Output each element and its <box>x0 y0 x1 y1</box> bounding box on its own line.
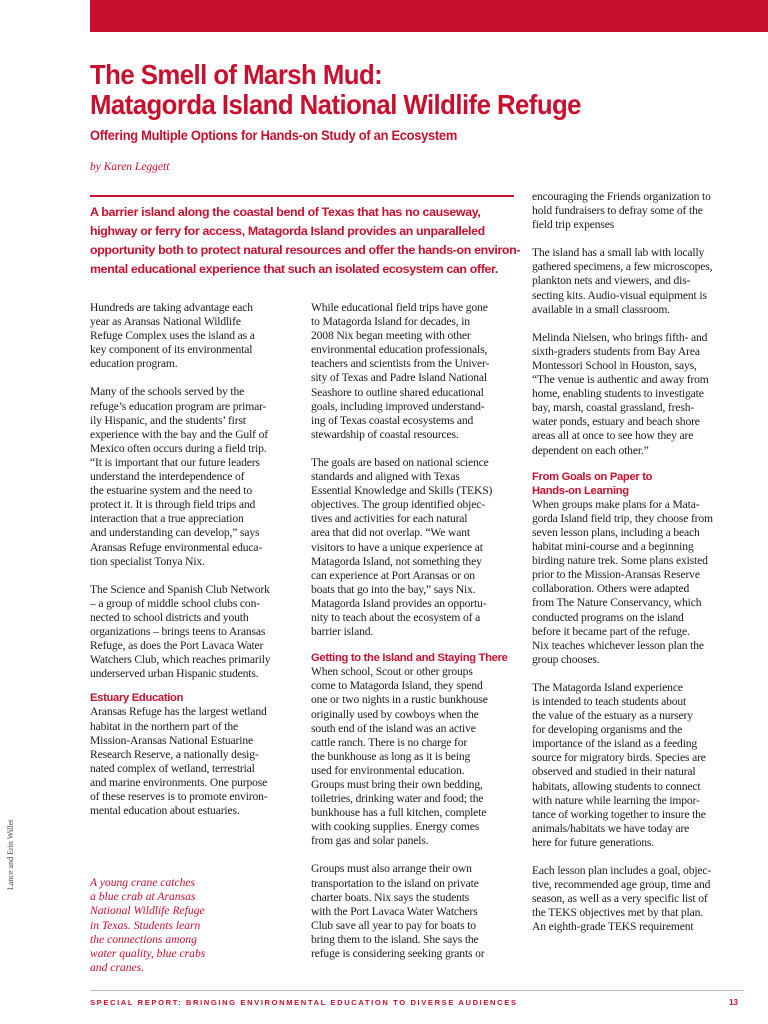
text-line: ing of Texas coastal ecosystems and <box>311 413 474 427</box>
text-line: National Wildlife Refuge <box>90 904 205 918</box>
paragraph <box>532 681 744 850</box>
text-line: When groups make plans for a Mata- <box>532 497 700 511</box>
paragraph <box>90 385 300 568</box>
text-line: Melinda Nielsen, who brings fifth- and <box>532 330 708 344</box>
text-line: water ponds, estuary and beach shore <box>532 415 700 429</box>
text-line: A young crane catches <box>90 876 196 889</box>
text-line: Aransas Refuge has the largest wetland <box>90 705 267 719</box>
text-line: interaction that a true appreciation <box>90 512 244 526</box>
text-line: Seashore to outline shared educational <box>311 385 484 399</box>
text-line: Hands-on Learning <box>532 484 629 497</box>
text-line: year as Aransas National Wildlife <box>90 315 241 329</box>
text-line: in Texas. Students learn <box>90 918 201 932</box>
text-line: and marine environments. One purpose <box>90 775 268 789</box>
text-line: Matagorda Island provides an opportu- <box>311 596 487 610</box>
text-line: group chooses. <box>532 652 600 666</box>
text-line: gathered specimens, a few microscopes, <box>532 260 713 274</box>
text-line: visitors to have a unique experience at <box>311 540 483 554</box>
text-line: Club save all year to pay for boats to <box>311 918 476 932</box>
text-line: Hundreds are taking advantage each <box>90 301 253 314</box>
text-line: animals/habitats we have today are <box>532 821 690 835</box>
text-line: water quality, blue crabs <box>90 947 206 961</box>
lead-divider <box>90 195 514 197</box>
column-2 <box>311 301 511 975</box>
text-line: birding nature trek. Some plans existed <box>532 554 708 568</box>
text-line: boats that go into the bay,” says Nix. <box>311 582 476 596</box>
text-line: with the Port Lavaca Water Watchers <box>311 904 478 918</box>
text-line: seven lesson plans, including a beach <box>532 525 700 539</box>
text-line: tion specialist Tonya Nix. <box>90 554 205 568</box>
text-line: and understanding can develop,” says <box>90 526 260 540</box>
text-line: here for future generations. <box>532 835 654 849</box>
photo-credit: Lance and Erin Willet <box>6 819 15 890</box>
text-line: barrier island. <box>311 625 374 639</box>
text-line: from The Nature Conservancy, which <box>532 596 702 610</box>
text-line: habitat mini-course and a beginning <box>532 540 694 554</box>
text-line: goals, including improved understand- <box>311 399 485 413</box>
paragraph <box>311 456 511 639</box>
lead-paragraph <box>90 203 521 279</box>
text-line: A barrier island along the coastal bend of Texas that has no causeway, <box>90 205 481 219</box>
text-line: standards and aligned with Texas <box>311 470 460 484</box>
text-line: of these reserves is to promote environ- <box>90 790 268 803</box>
text-line: Mission-Aransas National Estuarine <box>90 733 253 747</box>
text-line: 2008 Nix began meeting with other <box>311 329 471 343</box>
text-line: source for migratory birds. Species are <box>532 751 706 765</box>
text-line: secting kits. Audio-visual equipment is <box>532 288 707 302</box>
text-line: dependent on each other.” <box>532 443 649 457</box>
text-line: “It is important that our future leaders <box>90 455 260 469</box>
text-line: season, as well as a very specific list of <box>532 892 708 906</box>
text-line: observed and studied in their natural <box>532 765 696 779</box>
text-line: understand the interdependence of <box>90 470 245 484</box>
text-line: ily Hispanic, and the students’ first <box>90 413 246 427</box>
text-line: originally used by cowboys when the <box>311 707 479 721</box>
text-line: An eighth-grade TEKS requirement <box>532 920 694 934</box>
paragraph <box>532 864 744 934</box>
text-line: with nature while learning the impor- <box>532 793 700 807</box>
text-line: habitats, allowing students to connect <box>532 779 701 793</box>
column-3 <box>532 190 744 949</box>
text-line: nected to school districts and youth <box>90 610 249 624</box>
paragraph <box>311 301 511 442</box>
text-line: used for environmental education. <box>311 763 465 777</box>
text-line: come to Matagorda Island, they spend <box>311 679 483 693</box>
text-line: area that did not overlap. “We want <box>311 526 470 540</box>
text-line: hold fundraisers to defray some of the <box>532 204 703 218</box>
text-line: opportunity both to protect natural resources and offer the hands-on environ- <box>90 243 521 257</box>
text-line: collaboration. Others were adapted <box>532 582 690 596</box>
text-line: Many of the schools served by the <box>90 385 245 399</box>
paragraph <box>532 246 744 316</box>
text-line: Montessori School in Houston, says, <box>532 358 697 372</box>
text-line: field trip expenses <box>532 218 615 232</box>
text-line: plankton nets and viewers, and dis- <box>532 274 691 288</box>
text-line: organizations – brings teens to Aransas <box>90 624 266 638</box>
text-line: and cranes. <box>90 961 145 975</box>
paragraph <box>90 583 300 682</box>
text-line: The island has a small lab with locally <box>532 246 705 260</box>
text-line: sity of Texas and Padre Island National <box>311 371 488 385</box>
text-line: tive, recommended age group, time and <box>532 878 711 892</box>
text-line: prior to the Mission-Aransas Reserve <box>532 568 700 582</box>
article-title <box>90 60 697 120</box>
text-line: The goals are based on national science <box>311 455 489 469</box>
text-line: Mexico often occurs during a field trip. <box>90 441 267 455</box>
text-line: tives and activities for each natural <box>311 512 468 526</box>
text-line: home, enabling students to investigate <box>532 387 704 401</box>
paragraph <box>532 190 744 232</box>
text-line: transportation to the island on private <box>311 876 479 890</box>
section-heading-estuary-education: Estuary Education <box>90 692 184 705</box>
text-line: mental educational experience that such an isolated ecosystem can offer. <box>90 262 498 276</box>
section-heading-goals-to-learning <box>532 470 744 498</box>
text-line: highway or ferry for access, Matagorda Island provides an unparalleled <box>90 224 485 238</box>
text-line: When school, Scout or other groups <box>311 665 473 679</box>
photo-caption <box>90 876 260 975</box>
article-subtitle: Offering Multiple Options for Hands-on Study of an Ecosystem <box>90 127 458 143</box>
text-line: sixth-graders students from Bay Area <box>532 344 700 358</box>
text-line: Matagorda Island, not something they <box>311 554 482 568</box>
text-line: – a group of middle school clubs con- <box>90 596 260 610</box>
text-line: Watchers Club, which reaches primarily <box>90 653 271 667</box>
text-line: The Science and Spanish Club Network <box>90 582 270 596</box>
text-line: cattle ranch. There is no charge for <box>311 735 468 749</box>
text-line: toiletries, drinking water and food; the <box>311 792 484 806</box>
text-line: While educational field trips have gone <box>311 301 488 314</box>
text-line: conducted programs on the island <box>532 610 684 624</box>
text-line: objectives. The group identified objec- <box>311 498 485 512</box>
text-line: stewardship of coastal resources. <box>311 427 459 441</box>
text-line: the bunkhouse as long as it is being <box>311 749 471 763</box>
paragraph <box>90 301 300 371</box>
text-line: education program. <box>90 357 178 371</box>
paragraph <box>532 331 744 458</box>
text-line: is intended to teach students about <box>532 695 687 708</box>
paragraph <box>311 665 511 848</box>
text-line: one or two nights in a rustic bunkhouse <box>311 693 488 707</box>
text-line: bunkhouse has a full kitchen, complete <box>311 806 487 820</box>
text-line: from gas and solar panels. <box>311 834 429 848</box>
page-number: 13 <box>729 998 738 1007</box>
text-line: teachers and scientists from the Univer- <box>311 357 490 371</box>
text-line: encouraging the Friends organization to <box>532 190 711 203</box>
text-line: the estuarine system and the need to <box>90 484 253 498</box>
text-line: Nix teaches whichever lesson plan the <box>532 638 704 652</box>
text-line: Groups must bring their own bedding, <box>311 778 483 791</box>
text-line: the TEKS objectives met by that plan. <box>532 906 704 920</box>
text-line: a blue crab at Aransas <box>90 890 196 904</box>
text-line: Research Reserve, a nationally desig- <box>90 747 259 761</box>
text-line: Each lesson plan includes a goal, objec- <box>532 864 712 878</box>
text-line: habitat in the northern part of the <box>90 719 238 733</box>
text-line: nity to teach about the ecosystem of a <box>311 610 481 624</box>
top-accent-bar <box>90 0 768 32</box>
text-line: From Goals on Paper to <box>532 470 653 483</box>
text-line: The Matagorda Island experience <box>532 680 683 694</box>
text-line: before it became part of the refuge. <box>532 624 690 638</box>
text-line: can experience at Port Aransas or on <box>311 568 475 582</box>
text-line: protect it. It is through field trips and <box>90 498 256 512</box>
text-line: gorda Island field trip, they choose from <box>532 511 713 525</box>
text-line: mental education about estuaries. <box>90 804 240 818</box>
text-line: Aransas Refuge environmental educa- <box>90 540 263 554</box>
text-line: environmental education professionals, <box>311 343 488 357</box>
paragraph <box>532 498 744 667</box>
paragraph <box>311 862 511 961</box>
byline: by Karen Leggett <box>90 161 170 173</box>
text-line: the value of the estuary as a nursery <box>532 709 693 723</box>
footer-divider <box>90 990 744 991</box>
text-line: refuge is considering seeking grants or <box>311 947 485 961</box>
text-line: bay, marsh, coastal grassland, fresh- <box>532 401 695 415</box>
text-line: to Matagorda Island for decades, in <box>311 315 470 329</box>
text-line: refuge’s education program are primar- <box>90 399 267 413</box>
paragraph <box>90 705 300 818</box>
section-heading-getting-to-island: Getting to the Island and Staying There <box>311 652 508 665</box>
text-line: areas all at once to see how they are <box>532 429 694 443</box>
text-line: available in a small classroom. <box>532 302 670 316</box>
text-line: charter boats. Nix says the students <box>311 890 470 904</box>
column-1 <box>90 301 300 832</box>
text-line: south end of the island was an active <box>311 721 476 735</box>
text-line: for developing organisms and the <box>532 723 683 737</box>
text-line: key component of its environmental <box>90 343 253 357</box>
text-line: the connections among <box>90 932 197 946</box>
title-line-1: The Smell of Marsh Mud: <box>90 59 383 90</box>
text-line: with cooking supplies. Energy comes <box>311 820 480 834</box>
text-line: underserved urban Hispanic students. <box>90 667 259 681</box>
text-line: Groups must also arrange their own <box>311 862 472 876</box>
text-line: Refuge, as does the Port Lavaca Water <box>90 639 264 653</box>
text-line: experience with the bay and the Gulf of <box>90 427 268 441</box>
text-line: bring them to the island. She says the <box>311 932 479 946</box>
text-line: importance of the island as a feeding <box>532 737 698 751</box>
text-line: Essential Knowledge and Skills (TEKS) <box>311 484 493 498</box>
footer-section-title: SPECIAL REPORT: BRINGING ENVIRONMENTAL EDUCATION TO DIVERSE AUDIENCES <box>90 998 518 1007</box>
text-line: Refuge Complex uses the island as a <box>90 329 255 343</box>
title-line-2: Matagorda Island National Wildlife Refuge <box>90 89 581 120</box>
text-line: tance of working together to insure the <box>532 807 706 821</box>
text-line: nated complex of wetland, terrestrial <box>90 761 255 775</box>
text-line: “The venue is authentic and away from <box>532 373 709 387</box>
